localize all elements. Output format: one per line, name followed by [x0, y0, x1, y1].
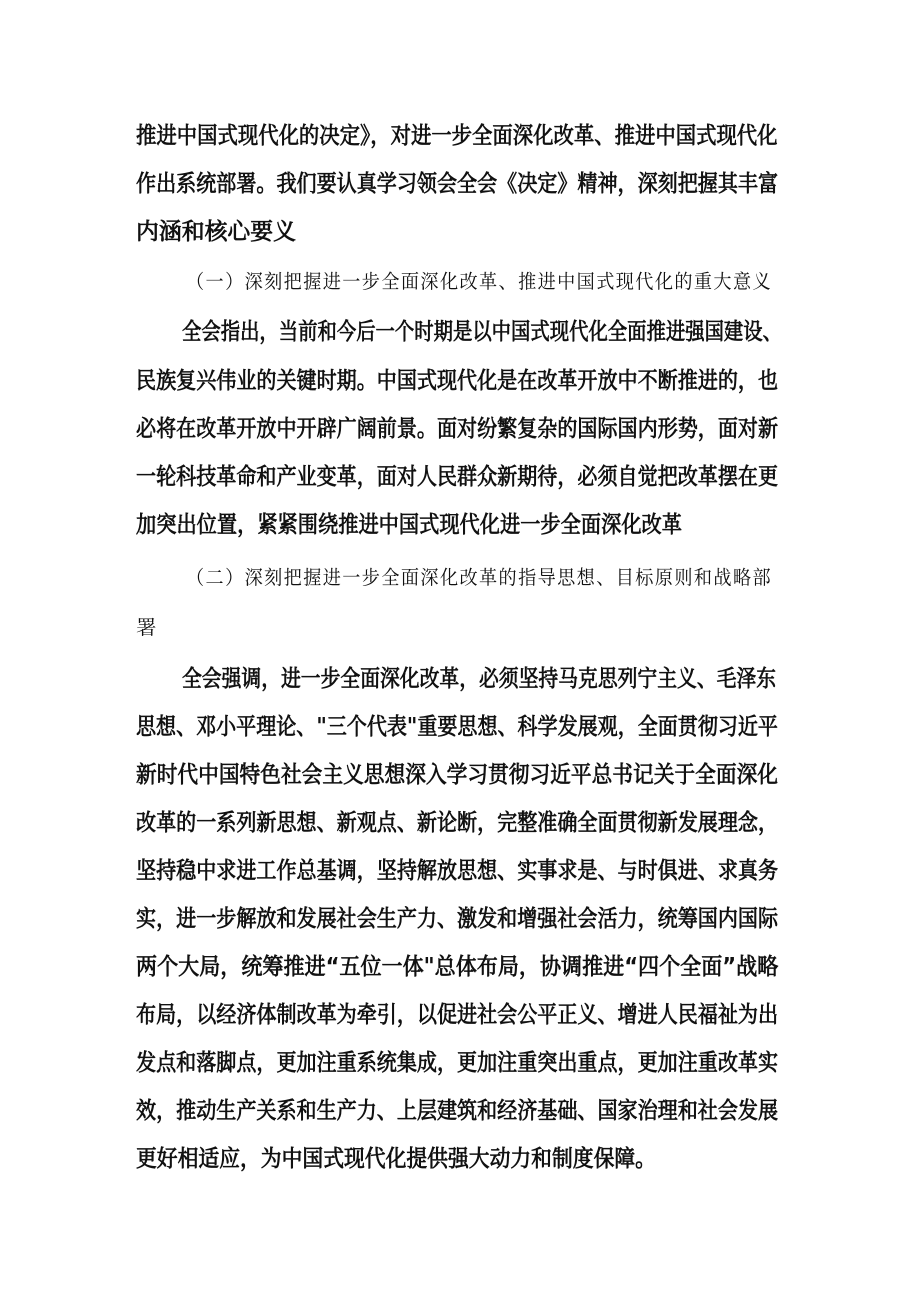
section-2-line-5: 坚持稳中求进工作总基调，坚持解放思想、实事求是、与时俱进、求真务: [136, 858, 779, 884]
section-2-line-7: 两个大局，统筹推进“五位一体"总体布局，协调推进“四个全面”战略: [136, 954, 779, 980]
intro-line-3: 内涵和核心要义: [136, 219, 297, 245]
section-2-line-4: 改革的一系列新思想、新观点、新论断，完整准确全面贯彻新发展理念，: [136, 810, 779, 836]
section-2-line-9: 发点和落脚点，更加注重系统集成，更加注重突出重点，更加注重改革实: [136, 1050, 779, 1076]
intro-line-1: 推进中国式现代化的决定》，对进一步全面深化改革、推进中国式现代化: [136, 123, 778, 149]
intro-line-2: 作出系统部署。我们要认真学习领会全会《决定》精神，深刻把握其丰富: [136, 171, 779, 197]
section-2-line-11: 更好相适应，为中国式现代化提供强大动力和制度保障。: [136, 1146, 656, 1172]
section-2-line-3: 新时代中国特色社会主义思想深入学习贯彻习近平总书记关于全面深化: [136, 762, 778, 788]
section-2-line-10: 效，推动生产关系和生产力、上层建筑和经济基础、国家治理和社会发展: [136, 1098, 779, 1124]
section-2-line-2: 思想、邓小平理论、"三个代表"重要思想、科学发展观，全面贯彻习近平: [136, 714, 778, 740]
section-1-line-5: 加突出位置，紧紧围绕推进中国式现代化进一步全面深化改革: [136, 512, 682, 538]
section-1-heading: （一）深刻把握进一步全面深化改革、推进中国式现代化的重大意义: [186, 270, 773, 293]
section-2-line-1: 全会强调，进一步全面深化改革，必须坚持马克思列宁主义、毛泽东: [182, 666, 777, 692]
section-1-line-1: 全会指出，当前和今后一个时期是以中国式现代化全面推进强国建设、: [182, 319, 782, 345]
section-1-line-2: 民族复兴伟业的关键时期。中国式现代化是在改革开放中不断推进的，也: [136, 368, 779, 394]
section-1-line-4: 一轮科技革命和产业变革，面对人民群众新期待，必须自觉把改革摆在更: [136, 464, 779, 490]
section-2-line-8: 布局，以经济体制改革为牵引，以促进社会公平正义、增进人民福祉为出: [136, 1002, 779, 1028]
section-2-line-6: 实，进一步解放和发展社会生产力、激发和增强社会活力，统筹国内国际: [136, 906, 779, 932]
section-2-heading-line-2: 署: [136, 616, 159, 639]
section-1-line-3: 必将在改革开放中开辟广阔前景。面对纷繁复杂的国际国内形势，面对新: [136, 416, 779, 442]
section-2-heading-line-1: （二）深刻把握进一步全面深化改革的指导思想、目标原则和战略部: [186, 566, 773, 589]
